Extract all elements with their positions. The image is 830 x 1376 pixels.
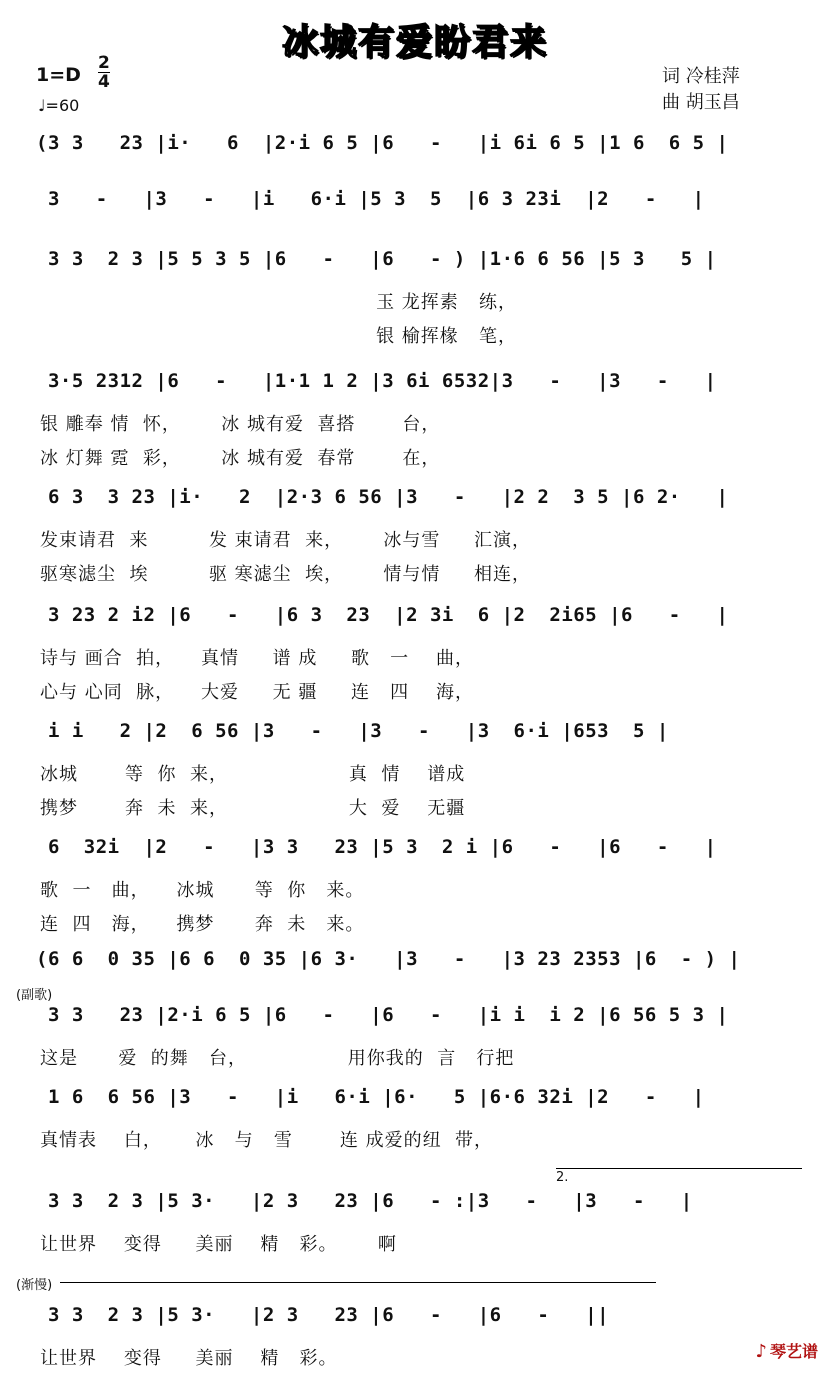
notation-row: 6 32i |2 - |3 3 23 |5 3 2 i |6 - |6 - |: [36, 836, 717, 858]
notation-row: 3 3 2 3 |5 3· |2 3 23 |6 - |6 - ||: [36, 1304, 610, 1326]
lyricist: 词 冷桂萍: [662, 66, 740, 87]
lyric-line: 让世界 变得 美丽 精 彩。 啊: [40, 1234, 397, 1255]
notation-row: 3 3 2 3 |5 5 3 5 |6 - |6 - ) |1·6 6 56 |5 3 5 |: [36, 248, 717, 270]
lyric-line: 携梦 奔 未 来， 大 爱 无疆: [40, 798, 466, 819]
notation-row: (3 3 23 |i· 6 |2·i 6 5 |6 - |i 6i 6 5 |1 6 6 5 |: [36, 132, 729, 154]
lyric-line: 心与 心同 脉， 大爱 无 疆 连 四 海，: [40, 682, 475, 703]
lyric-line: 真情表 白， 冰 与 雪 连 成爱的纽 带，: [40, 1130, 494, 1151]
notation-row: 3·5 2312 |6 - |1·1 1 2 |3 6i 6532|3 - |3 - |: [36, 370, 717, 392]
notation-row: 3 - |3 - |i 6·i |5 3 5 |6 3 23i |2 - |: [36, 188, 705, 210]
lyric-line: 冰城 等 你 来， 真 情 谱成: [40, 764, 466, 785]
watermark: [755, 1339, 818, 1362]
ending-bracket-label: 2.: [556, 1170, 569, 1185]
lyric-line: 发束请君 来 发 束请君 来， 冰与雪 汇演，: [40, 530, 532, 551]
lyric-line: 冰 灯舞 霓 彩， 冰 城有爱 春常 在，: [40, 448, 441, 469]
notation-row: 3 3 2 3 |5 3· |2 3 23 |6 - :|3 - |3 - |: [36, 1190, 693, 1212]
lyric-line: 银 雕奉 情 怀， 冰 城有爱 喜搭 台，: [40, 414, 441, 435]
key-signature: 1=D: [36, 64, 81, 86]
notation-row: 6 3 3 23 |i· 2 |2·3 6 56 |3 - |2 2 3 5 |6 2· |: [36, 486, 729, 508]
ritardando-annotation: (渐慢): [16, 1278, 53, 1293]
lyric-line: 银 榆挥椽 笔，: [40, 326, 517, 347]
lyric-line: 这是 爱 的舞 台， 用你我的 言 行把: [40, 1048, 515, 1069]
lyric-line: 让世界 变得 美丽 精 彩。: [40, 1348, 338, 1369]
lyric-line: 连 四 海， 携梦 奔 未 来。: [40, 914, 365, 935]
notation-row: 1 6 6 56 |3 - |i 6·i |6· 5 |6·6 32i |2 - |: [36, 1086, 705, 1108]
credits: [662, 64, 740, 116]
notation-row: i i 2 |2 6 56 |3 - |3 - |3 6·i |653 5 |: [36, 720, 669, 742]
time-denominator: 4: [98, 72, 110, 92]
watermark-text: 琴艺谱: [769, 1342, 818, 1361]
tempo-marking: ♩=60: [38, 96, 80, 115]
notation-row: (6 6 0 35 |6 6 0 35 |6 3· |3 - |3 23 2353 |6 - ) |: [36, 948, 741, 970]
lyric-line: 玉 龙挥素 练，: [40, 292, 517, 313]
lyric-line: 诗与 画合 拍， 真情 谱 成 歌 一 曲，: [40, 648, 475, 669]
chorus-annotation: (副歌): [16, 988, 53, 1003]
song-title: 冰城有爱盼君来: [281, 22, 548, 63]
time-signature: [98, 54, 110, 91]
composer: 曲 胡玉昌: [662, 92, 740, 113]
time-numerator: 2: [98, 53, 110, 73]
lyric-line: 歌 一 曲， 冰城 等 你 来。: [40, 880, 365, 901]
lyric-line: 驱寒滤尘 埃 驱 寒滤尘 埃， 情与情 相连，: [40, 564, 532, 585]
notation-row: 3 3 23 |2·i 6 5 |6 - |6 - |i i i 2 |6 56 5 3 |: [36, 1004, 729, 1026]
ritardando-line: [60, 1282, 656, 1283]
ending-bracket: [556, 1168, 802, 1169]
music-logo-icon: ♪: [755, 1341, 767, 1362]
notation-row: 3 23 2 i2 |6 - |6 3 23 |2 3i 6 |2 2i65 |6 - |: [36, 604, 729, 626]
